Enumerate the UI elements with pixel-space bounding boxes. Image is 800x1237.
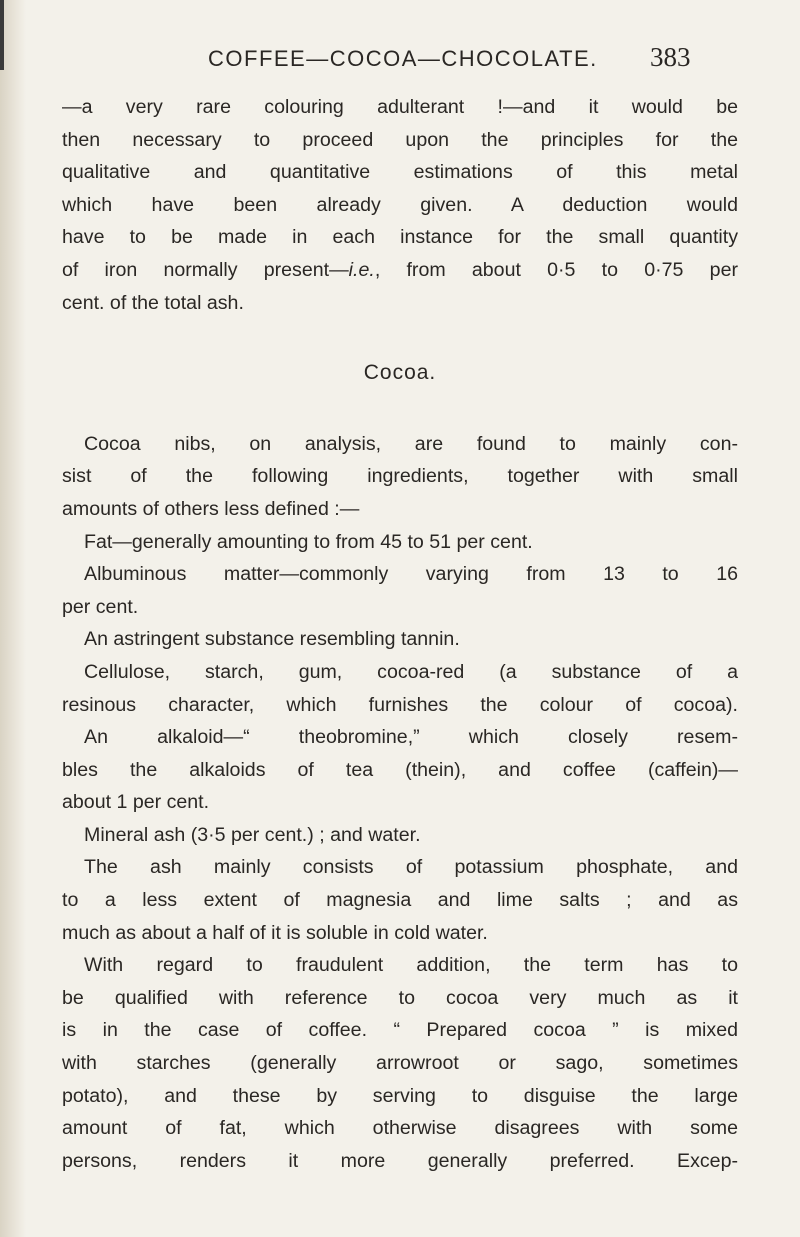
- text-line: qualitative and quantitative estimations of this metal: [62, 161, 738, 184]
- text-line: Albuminous matter—commonly varying from 13 to 16: [84, 563, 738, 586]
- text-line: be qualified with reference to cocoa very much as it: [62, 986, 738, 1009]
- text-line: cent. of the total ash.: [62, 291, 244, 314]
- text-line: is in the case of coffee. “ Prepared cocoa ” is mixed: [62, 1019, 738, 1042]
- text-line: to a less extent of magnesia and lime salts ; and as: [62, 889, 738, 912]
- page-number: 383: [650, 42, 691, 72]
- text-line: resinous character, which furnishes the colour of cocoa).: [62, 693, 738, 716]
- page-edge-mark: [0, 0, 4, 70]
- text-line: persons, renders it more generally preferred. Excep-: [62, 1149, 738, 1172]
- text-line: which have been already given. A deduction would: [62, 193, 738, 216]
- text-line: The ash mainly consists of potassium phosphate, and: [84, 856, 738, 879]
- text-line: per cent.: [62, 595, 139, 618]
- cocoa-section-text: [62, 428, 738, 1178]
- running-title: COFFEE—COCOA—CHOCOLATE.: [208, 46, 598, 71]
- section-heading: Cocoa.: [363, 361, 437, 385]
- text-line: about 1 per cent.: [62, 791, 210, 814]
- text-line: much as about a half of it is soluble in cold water.: [62, 921, 488, 944]
- text-line: have to be made in each instance for the small quantity: [62, 226, 738, 249]
- text-line: With regard to fraudulent addition, the term has to: [84, 954, 738, 977]
- text-line: then necessary to proceed upon the principles for the: [62, 128, 738, 151]
- text-line: with starches (generally arrowroot or sago, sometimes: [62, 1052, 738, 1075]
- text-line: Cocoa nibs, on analysis, are found to mainly con-: [84, 432, 738, 455]
- text-line: Mineral ash (3·5 per cent.) ; and water.: [84, 823, 421, 846]
- text-line: Fat—generally amounting to from 45 to 51 per cent.: [84, 530, 533, 553]
- intro-paragraph: [62, 91, 738, 319]
- text-line: An alkaloid—“ theobromine,” which closely resem-: [84, 726, 738, 749]
- text-line-italic-ie: of iron normally present—i.e., from about 0·5 to 0·75 per: [62, 258, 738, 281]
- page-gutter-shadow: [0, 0, 26, 1237]
- text-line: Cellulose, starch, gum, cocoa-red (a substance of a: [84, 660, 738, 683]
- text-line: bles the alkaloids of tea (thein), and coffee (caffein)—: [62, 758, 738, 781]
- text-line: —a very rare colouring adulterant !—and it would be: [62, 96, 738, 118]
- text-line: amounts of others less defined :—: [62, 497, 360, 520]
- text-line: amount of fat, which otherwise disagrees with some: [62, 1117, 738, 1140]
- text-line: An astringent substance resembling tannin.: [84, 628, 460, 651]
- page-body: [62, 91, 738, 1177]
- text-line: sist of the following ingredients, together with small: [62, 465, 738, 488]
- text-line: potato), and these by serving to disguise the large: [62, 1084, 738, 1107]
